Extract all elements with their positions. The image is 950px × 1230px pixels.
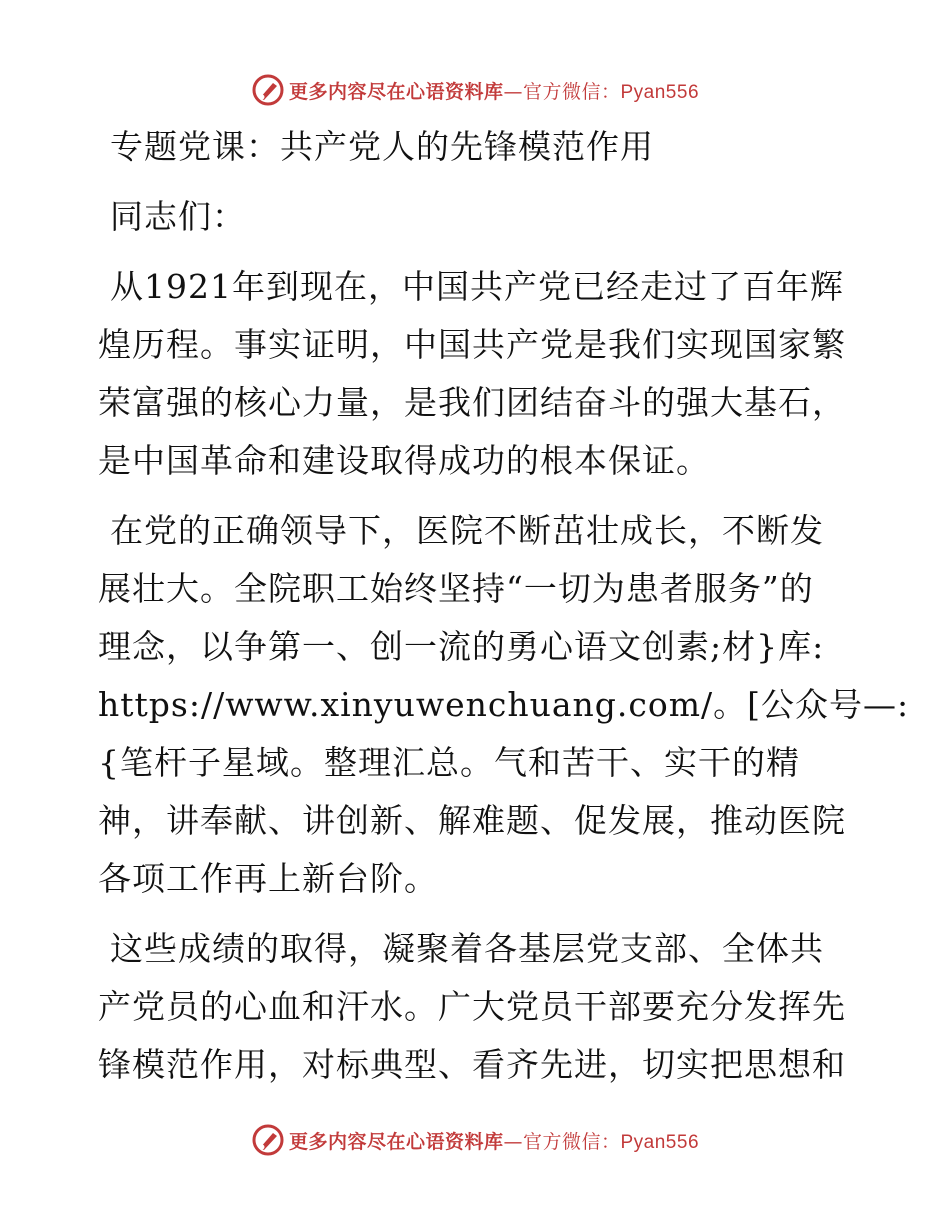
paragraph-line: 荣富强的核心力量，是我们团结奋斗的强大基石， <box>98 383 846 422</box>
paragraph-line: 锋模范作用，对标典型、看齐先进，切实把思想和 <box>98 1045 846 1084</box>
paragraph-1 <box>98 258 858 490</box>
paragraph-line: 展壮大。全院职工始终坚持“一切为患者服务”的 <box>98 569 814 608</box>
paragraph-line: https://www.xinyuwenchuang.com/。[公众号—: <box>98 685 910 724</box>
paragraph-line: 在党的正确领导下，医院不断茁壮成长，不断发 <box>110 511 824 550</box>
header-watermark-banner <box>0 70 950 110</box>
paragraph-line: 神，讲奉献、讲创新、解难题、促发展，推动医院 <box>98 801 846 840</box>
banner-wechat-label: 官方微信： <box>522 1130 621 1153</box>
banner-dash: — <box>503 1130 523 1153</box>
banner-wechat-label: 官方微信： <box>522 80 621 103</box>
paragraph-line: 各项工作再上新台阶。 <box>98 859 438 898</box>
paragraph-line: 理念，以争第一、创一流的勇心语文创素;材}库: <box>98 627 825 666</box>
footer-watermark-banner <box>0 1120 950 1160</box>
pen-logo-icon <box>251 1123 285 1157</box>
banner-wechat-id: Pyan556 <box>620 81 700 103</box>
paragraph-line: 是中国革命和建设取得成功的根本保证。 <box>98 441 710 480</box>
greeting: 同志们： <box>110 197 246 236</box>
paragraph-line: 从1921年到现在，中国共产党已经走过了百年辉 <box>110 267 844 306</box>
paragraph-line: 这些成绩的取得，凝聚着各基层党支部、全体共 <box>110 929 824 968</box>
paragraph-line: 产党员的心血和汗水。广大党员干部要充分发挥先 <box>98 987 846 1026</box>
banner-wechat-id: Pyan556 <box>620 1131 700 1153</box>
paragraph-line: {笔杆子星域。整理汇总。气和苦干、实干的精 <box>98 743 800 782</box>
paragraph-2 <box>98 502 910 908</box>
document-body <box>98 118 910 1094</box>
paragraph-3 <box>98 920 858 1094</box>
document-title: 专题党课：共产党人的先锋模范作用 <box>110 127 654 166</box>
paragraph-line: 煌历程。事实证明，中国共产党是我们实现国家繁 <box>98 325 846 364</box>
pen-logo-icon <box>251 73 285 107</box>
banner-main-text: 更多内容尽在心语资料库 <box>288 80 504 103</box>
banner-dash: — <box>503 80 523 103</box>
banner-main-text: 更多内容尽在心语资料库 <box>288 1130 504 1153</box>
